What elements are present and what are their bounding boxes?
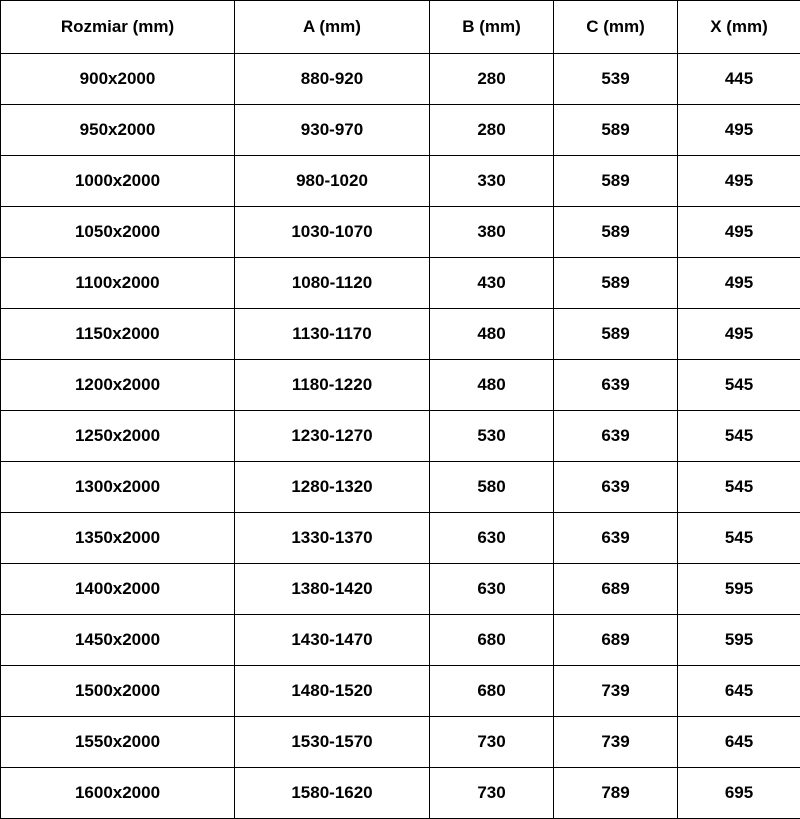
cell-x: 545 [678,411,800,462]
cell-b: 630 [430,513,554,564]
cell-x: 495 [678,156,800,207]
table-row [1,564,800,615]
cell-b: 430 [430,258,554,309]
column-header-a: A (mm) [235,1,430,54]
table-row [1,156,800,207]
cell-a: 1330-1370 [235,513,430,564]
cell-a: 1030-1070 [235,207,430,258]
cell-a: 1230-1270 [235,411,430,462]
table-row [1,513,800,564]
cell-a: 1430-1470 [235,615,430,666]
cell-rozmiar: 1350x2000 [1,513,235,564]
cell-x: 595 [678,615,800,666]
cell-a: 1280-1320 [235,462,430,513]
cell-x: 645 [678,717,800,768]
cell-a: 1530-1570 [235,717,430,768]
cell-rozmiar: 1500x2000 [1,666,235,717]
cell-rozmiar: 1100x2000 [1,258,235,309]
cell-x: 545 [678,462,800,513]
cell-rozmiar: 1000x2000 [1,156,235,207]
table-header-row [1,1,800,54]
table-row [1,768,800,819]
cell-a: 1130-1170 [235,309,430,360]
cell-b: 730 [430,717,554,768]
cell-a: 980-1020 [235,156,430,207]
cell-a: 1080-1120 [235,258,430,309]
cell-c: 739 [554,666,678,717]
cell-c: 589 [554,258,678,309]
column-header-b: B (mm) [430,1,554,54]
cell-c: 589 [554,309,678,360]
table-row [1,309,800,360]
cell-x: 545 [678,360,800,411]
cell-rozmiar: 1250x2000 [1,411,235,462]
table-row [1,207,800,258]
cell-c: 589 [554,207,678,258]
cell-x: 495 [678,105,800,156]
cell-rozmiar: 950x2000 [1,105,235,156]
cell-b: 630 [430,564,554,615]
column-header-x: X (mm) [678,1,800,54]
cell-rozmiar: 1150x2000 [1,309,235,360]
table-row [1,360,800,411]
cell-a: 1480-1520 [235,666,430,717]
cell-b: 730 [430,768,554,819]
cell-a: 880-920 [235,54,430,105]
cell-rozmiar: 1450x2000 [1,615,235,666]
table-header [1,1,800,54]
cell-a: 930-970 [235,105,430,156]
cell-rozmiar: 1600x2000 [1,768,235,819]
table-row [1,54,800,105]
cell-b: 280 [430,105,554,156]
cell-c: 739 [554,717,678,768]
table-row [1,717,800,768]
table-row [1,462,800,513]
column-header-rozmiar: Rozmiar (mm) [1,1,235,54]
cell-rozmiar: 1050x2000 [1,207,235,258]
cell-x: 495 [678,258,800,309]
cell-a: 1180-1220 [235,360,430,411]
cell-c: 539 [554,54,678,105]
cell-c: 589 [554,105,678,156]
cell-b: 280 [430,54,554,105]
cell-b: 530 [430,411,554,462]
table-row [1,411,800,462]
cell-x: 595 [678,564,800,615]
cell-rozmiar: 1400x2000 [1,564,235,615]
cell-x: 495 [678,309,800,360]
cell-a: 1380-1420 [235,564,430,615]
table-row [1,615,800,666]
table-body [1,54,800,819]
cell-b: 380 [430,207,554,258]
table-row [1,105,800,156]
cell-c: 789 [554,768,678,819]
cell-c: 689 [554,564,678,615]
cell-b: 480 [430,309,554,360]
cell-c: 639 [554,462,678,513]
cell-c: 639 [554,411,678,462]
cell-c: 589 [554,156,678,207]
cell-rozmiar: 1300x2000 [1,462,235,513]
cell-a: 1580-1620 [235,768,430,819]
cell-rozmiar: 1550x2000 [1,717,235,768]
cell-c: 689 [554,615,678,666]
cell-x: 545 [678,513,800,564]
cell-b: 580 [430,462,554,513]
column-header-c: C (mm) [554,1,678,54]
table-row [1,666,800,717]
cell-b: 680 [430,666,554,717]
cell-c: 639 [554,360,678,411]
cell-x: 695 [678,768,800,819]
cell-c: 639 [554,513,678,564]
table-row [1,258,800,309]
cell-b: 680 [430,615,554,666]
cell-x: 445 [678,54,800,105]
cell-b: 480 [430,360,554,411]
cell-x: 645 [678,666,800,717]
cell-b: 330 [430,156,554,207]
cell-rozmiar: 900x2000 [1,54,235,105]
cell-rozmiar: 1200x2000 [1,360,235,411]
cell-x: 495 [678,207,800,258]
